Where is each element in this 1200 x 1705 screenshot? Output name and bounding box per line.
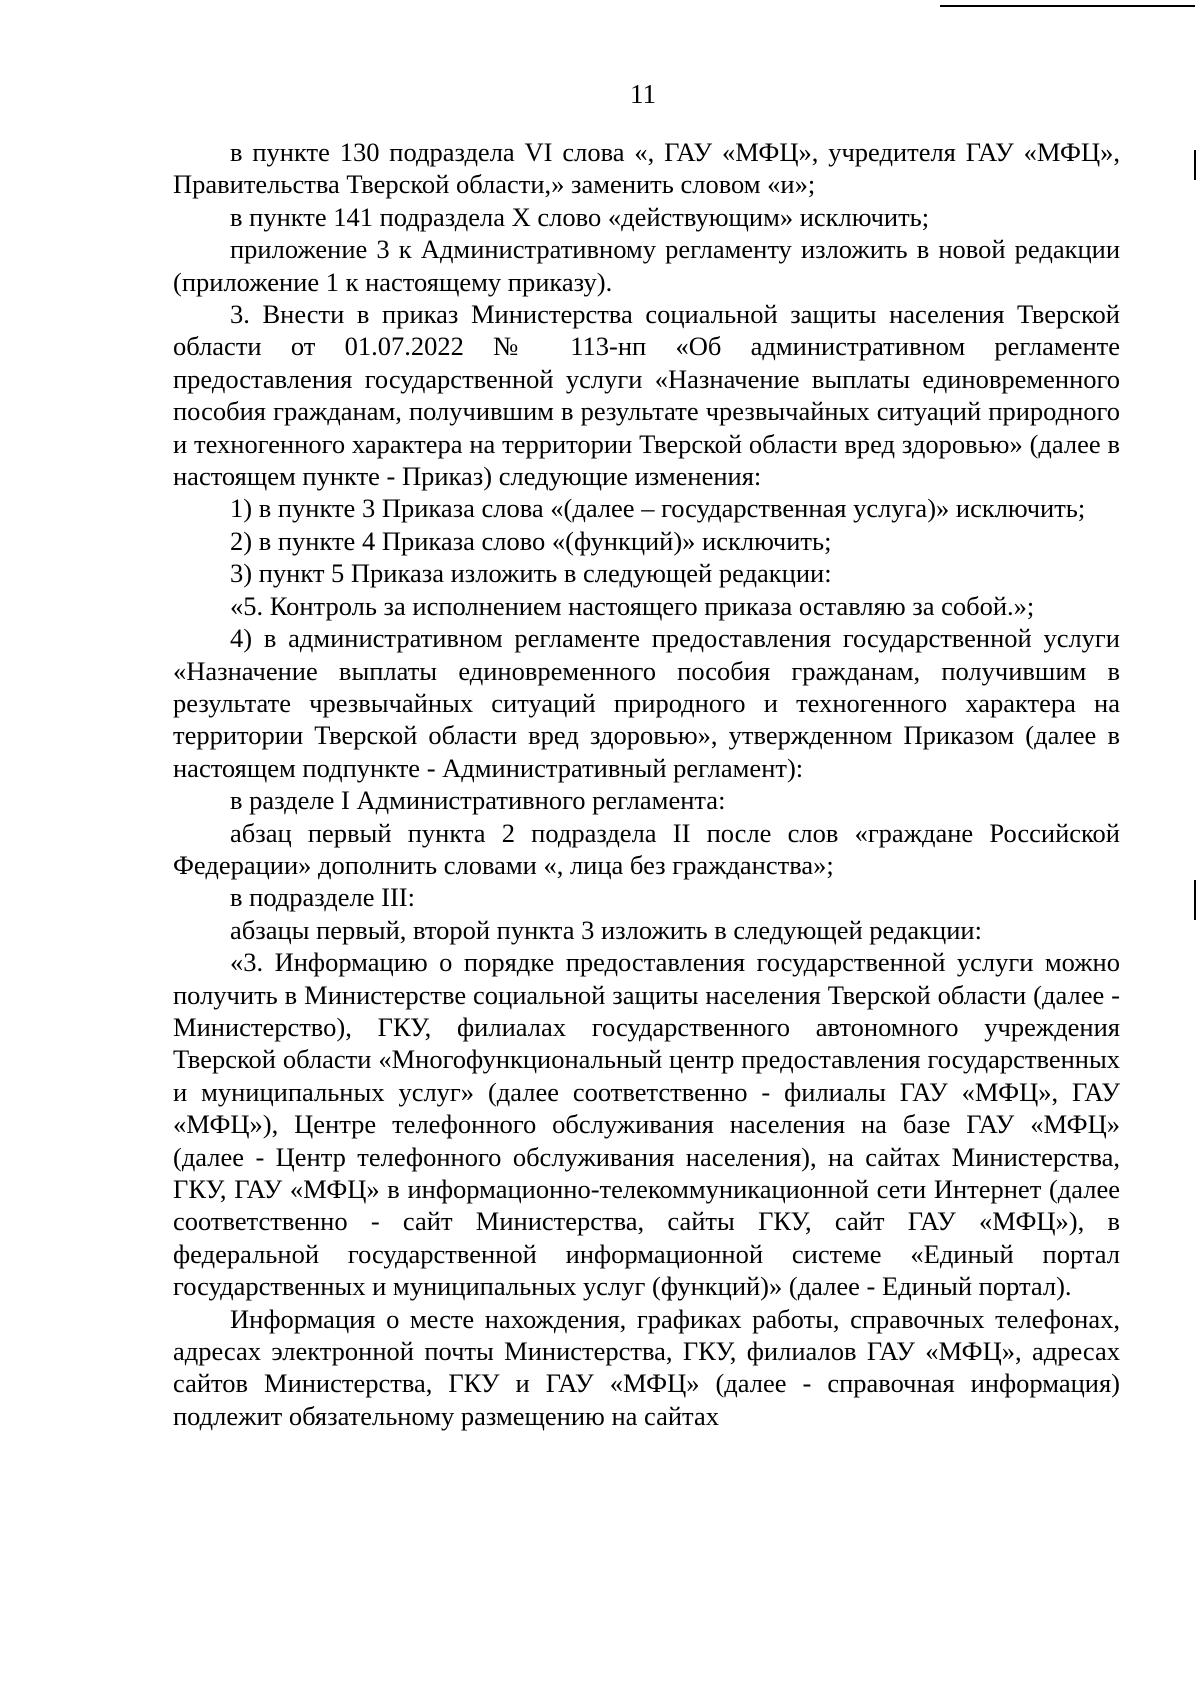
- paragraph: в пункте 141 подраздела Х слово «действующим» исключить;: [230, 201, 930, 232]
- paragraph: в подразделе III:: [230, 882, 415, 913]
- scan-edge-mark: [1194, 880, 1196, 920]
- paragraph: в разделе I Административного регламента:: [230, 785, 726, 816]
- paragraph: абзац первый пункта 2 подраздела II после слов «граждане Российской Федерации» дополнить словами «, лица без гражданства»;: [173, 817, 1120, 880]
- scan-edge-mark: [1194, 150, 1196, 180]
- paragraph: 3. Внести в приказ Министерства социальной защиты населения Тверской области от 01.07.2022 № 113-нп «Об административном регламенте предоставления государственной услуги «Назначение выплаты единовременного пособия гражданам, получившим в результате чрезвычайных ситуаций природного и техногенного характера на территории Тверской области вред здоровью» (далее в настоящем пункте - Приказ) следующие изменения:: [173, 299, 1120, 492]
- paragraph: 2) в пункте 4 Приказа слово «(функций)» исключить;: [230, 525, 832, 556]
- paragraph: приложение 3 к Административному регламенту изложить в новой редакции (приложение 1 к настоящему приказу).: [173, 234, 1120, 297]
- paragraph: 4) в административном регламенте предоставления государственной услуги «Назначение выплаты единовременного пособия гражданам, получившим в результате чрезвычайных ситуаций природного и техногенного характера на территории Тверской области вред здоровью», утвержденном Приказом (далее в настоящем подпункте - Административный регламент):: [173, 623, 1120, 783]
- scan-edge-mark: [940, 5, 1195, 7]
- paragraph: «3. Информацию о порядке предоставления государственной услуги можно получить в Министерстве социальной защиты населения Тверской области (далее - Министерство), ГКУ, филиалах государственного автономного учреждения Тверской области «Многофункциональный центр предоставления государственных и муниципальных услуг» (далее соответственно - филиалы ГАУ «МФЦ», ГАУ «МФЦ»), Центре телефонного обслуживания населения на базе ГАУ «МФЦ» (далее - Центр телефонного обслуживания населения), на сайтах Министерства, ГКУ, ГАУ «МФЦ» в информационно-телекоммуникационной сети Интернет (далее соответственно - сайт Министерства, сайты ГКУ, сайт ГАУ «МФЦ»), в федеральной государственной информационной системе «Единый портал государственных и муниципальных услуг (функций)» (далее - Единый портал).: [173, 947, 1120, 1302]
- paragraph: в пункте 130 подраздела VI слова «, ГАУ «МФЦ», учредителя ГАУ «МФЦ», Правительства Тверской области,» заменить словом «и»;: [173, 137, 1120, 200]
- document-body: [173, 136, 1120, 1432]
- page-number: 11: [630, 79, 656, 109]
- paragraph: 1) в пункте 3 Приказа слова «(далее – государственная услуга)» исключить;: [230, 493, 1086, 524]
- paragraph: «5. Контроль за исполнением настоящего приказа оставляю за собой.»;: [230, 590, 1035, 621]
- paragraph: абзацы первый, второй пункта 3 изложить в следующей редакции:: [230, 914, 982, 945]
- paragraph: 3) пункт 5 Приказа изложить в следующей редакции:: [230, 558, 832, 589]
- paragraph: Информация о месте нахождения, графиках работы, справочных телефонах, адресах электронной почты Министерства, ГКУ, филиалов ГАУ «МФЦ», адресах сайтов Министерства, ГКУ и ГАУ «МФЦ» (далее - справочная информация) подлежит обязательному размещению на сайтах: [173, 1303, 1120, 1431]
